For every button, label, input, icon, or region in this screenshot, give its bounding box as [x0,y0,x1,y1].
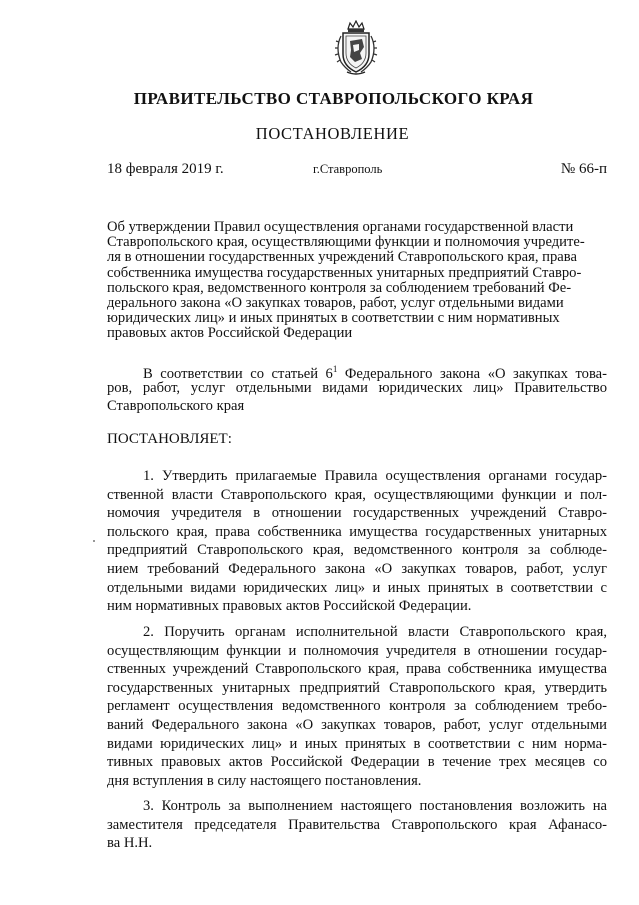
preamble-line: ров, работ, услуг отдельными видами юридических лиц» Правительство [107,379,607,396]
preamble-paragraph [107,360,607,416]
item-2-paragraph [107,623,607,790]
item-2-line: тивных правовых актов Российской Федерации в течение трех месяцев со [107,754,607,771]
subject-line: Ставропольского края, осуществляющими функции и полномочия учредите- [107,234,585,251]
preamble-text: Федерального закона «О закупках това- [337,365,607,382]
resolve-text: ПОСТАНОВЛЯЕТ: [107,431,232,447]
item-1-line: номочия учредителя в отношении государственных учреждений Ставро- [107,505,607,522]
resolve-heading [107,430,607,449]
subject-line: юридических лиц» и иных принятых в соответствии с ним нормативных [107,310,560,327]
preamble-line: Ставропольского края [107,398,245,415]
preamble-text: В соответствии со статьей 6 [143,365,333,382]
item-1-line: предприятий Ставропольского края, ведомственного контроля за соблюде- [107,542,607,559]
government-name: ПРАВИТЕЛЬСТВО СТАВРОПОЛЬСКОГО КРАЯ [133,89,534,108]
item-1-line: польского края, права собственника имущества государственных унитарных [107,523,607,540]
document-city: г.Ставрополь [313,162,383,176]
item-1-line: нием требований Федерального закона «О закупках товаров, работ, услуг [107,560,607,577]
item-2-line: 2. Поручить органам исполнительной власти Ставропольского края, [143,624,607,640]
item-1-paragraph [107,467,607,616]
item-1-line: ственной власти Ставропольского края, осуществляющими функции и пол- [107,486,607,503]
subject-line: ля в отношении государственных учреждений Ставропольского края, права [107,249,577,266]
subject-line: польского края, ведомственного контроля за соблюдением требований Фе- [107,279,572,296]
stavropol-krai-coat-of-arms-icon [331,20,381,76]
subject-line: Об утверждении Правил осуществления органами государственной власти [107,219,574,235]
preamble-line [107,360,607,382]
item-2-line: ственных учреждений Ставропольского края, права собственника имущества [107,661,607,678]
item-3-line: 3. Контроль за выполнением настоящего постановления возложить на [143,798,607,814]
item-3-line: ва Н.Н. [107,835,153,852]
item-1-line: ним нормативных правовых актов Российской Федерации. [107,598,472,615]
item-2-line: дня вступления в силу настоящего постановления. [107,772,422,789]
subject-line: собственника имущества государственных унитарных предприятий Ставро- [107,264,582,281]
subject-line: правовых актов Российской Федерации [107,325,353,342]
item-2-line: ваний Федерального закона «О закупках товаров, работ, услуг отдельными [107,716,607,733]
article-superscript: 1 [332,364,338,374]
document-meta [107,161,607,181]
item-1-line: отдельными видами юридических лиц» и иных принятых в соответствии с [107,579,607,596]
item-1-line: 1. Утвердить прилагаемые Правила осуществления органами государ- [143,468,607,484]
item-2-line: осуществляющим функции и полномочия учредителя в отношении государ- [107,642,607,659]
document-date: 18 февраля 2019 г. [107,161,224,177]
scan-speck [93,540,95,542]
item-3-line: заместителя председателя Правительства Ставропольского края Афанасо- [107,816,607,833]
document-type: ПОСТАНОВЛЕНИЕ [255,124,410,143]
item-2-line: государственных унитарных предприятий Ставропольского края, утвердить [107,679,607,696]
document-subject [107,220,607,342]
subject-line: дерального закона «О закупках товаров, работ, услуг отдельными видами [107,295,564,312]
document-number: № 66-п [560,161,607,177]
item-2-line: видами юридических лиц» и иных принятых в соответствии с ним норма- [107,735,607,752]
item-2-line: регламент осуществления ведомственного контроля за соблюдением требо- [107,698,607,715]
item-3-paragraph [107,797,607,853]
